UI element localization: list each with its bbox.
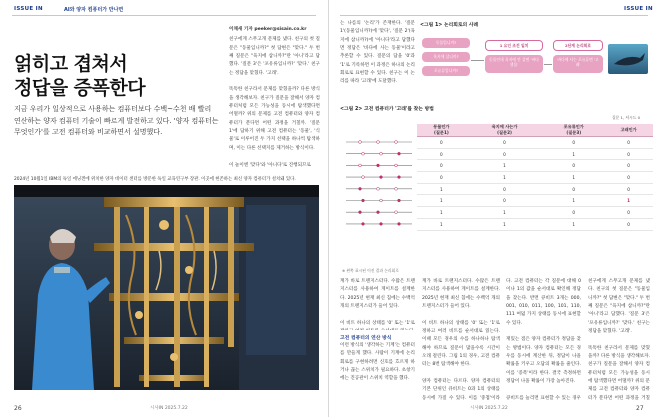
circuit-node: [359, 211, 362, 214]
circuit-node: [359, 187, 362, 190]
quantum-computer-photo: [14, 185, 319, 390]
stage-2-label: 2단계 논리회로: [553, 40, 603, 51]
circuit-node: [398, 176, 401, 179]
table-header: 포유류인가 (질문3): [543, 124, 604, 137]
table-row: [417, 207, 653, 219]
table-cell: 0: [604, 183, 653, 195]
lead-paragraph: 지금 우리가 일상적으로 사용하는 컴퓨터보다 수백~수천 배 빨리 연산하는 양자 컴퓨터 기술이 빠르게 발전하고 있다. '양자 컴퓨터는 무엇인가'를 고전 컴퓨터와 비교하면서 설명했다.: [14, 105, 219, 136]
circuit-node: [395, 141, 398, 144]
circuit-node: [377, 164, 380, 167]
table-cell: 0: [543, 160, 604, 172]
table-cell: 1: [466, 207, 544, 219]
table-cell: 0: [543, 207, 604, 219]
byline: 이채새 기자 peeker@sisain.co.kr: [229, 27, 307, 32]
table-cell: 0: [417, 160, 466, 172]
column-5: [506, 278, 581, 400]
circuit-node: [362, 176, 365, 179]
headline-line-2: 정답을 증폭한다: [14, 77, 146, 99]
circuit-node: [362, 152, 365, 155]
circuit-node: [395, 211, 398, 214]
figure-2-note: ※ 왼쪽 표시된 이진 결과 논리회로: [342, 268, 399, 273]
quantum-chandelier-illustration: [14, 185, 319, 390]
table-cell: 0: [543, 137, 604, 149]
circuit-node: [359, 164, 362, 167]
circuit-node: [377, 187, 380, 190]
whale-image: [608, 44, 648, 74]
table-cell: 1: [543, 218, 604, 230]
circuit-node: [398, 199, 401, 202]
column-6-text: 친구에게 스무고개 문제를 냈다. 친구의 첫 질문은 "동물입니까?" 첫 답변은 "맞다." 두 번째 질문은 "육지에 삽니까?"란 '아니'라고 답했다. '질문 3'은 '포유류입니까?' '맞다.' 친구는 정답을 맞혔다. '고래'. 똑똑한 친구라서 문제를 맞혔을까? 다른 방식을 생각해보자. 친구가 질문을 잘해서 양자 컴퓨터처럼 모든 가능성을 동시에 탐색했다면 어떨까? 위의 문제를 고전 컴퓨터와 양자 컴퓨터가 푼다면 어떤 과정을 거칠: [588, 279, 650, 400]
circuit-node: [398, 223, 401, 226]
circuit-wires: [342, 124, 414, 264]
column-2: [340, 20, 415, 93]
table-cell: 1: [543, 172, 604, 184]
column-4-text: 계가 바로 트랜지스터다. 수많은 트랜지스터를 사용하여 게이트를 설계한다. 2025년 현재 최신 칩에는 수백억 개의 트랜지스터가 들어 있다. 이 비트 하나의 상태를 '0' 또는 '1'로 정하고 여러 비트를 순서대로 읽는다. 이때 모든 경우의 수를 하나하나 탐색해야 하므로 질문이 많을수록 시간이 오래 걸린다. 그림 1의 경우, 고전 컴퓨터는 8번 탐색해야 한다. 양자 컴퓨터는 다르다. 양자 컴퓨터의 기본 단위인 큐비트는 0과 1의 상태를 동시에 가질 수 있다. 이를 '중첩'이라: [422, 279, 500, 400]
table-cell: 0: [417, 137, 466, 149]
question-2-box: 육지에 삽니까?: [422, 52, 470, 62]
stage-1-label: 1 요인 조건 일치: [485, 40, 543, 51]
table-header-row: [417, 124, 653, 137]
circuit-diagram: [342, 124, 414, 264]
stage-2-result: 바다에 사는 포유류면 '고래': [553, 55, 603, 73]
arrow-1: [471, 60, 484, 61]
table-header: 고래인가: [604, 124, 653, 137]
circuit-node: [359, 141, 362, 144]
column-2-text: 는 나름의 '논리'가 존재한다. '질문 1'(동물입니까?)에 '맞다', '질문 2'(육지에 삽니까?)에 '아니다'라고 답했다면 정답은 '바다에 사는 동물'이라고 추론할 수 있다. 질문의 답을 '0'과 '1'로 기록하면 이 과정은 하나의 논리 회로로 표현할 수 있다. 친구는 이 논리를 따라 '고래'에 도달했다.: [340, 21, 415, 85]
table-cell: 1: [466, 218, 544, 230]
table-cell: 0: [466, 137, 544, 149]
table-cell: 0: [604, 207, 653, 219]
question-3-box: 포유류입니까?: [422, 66, 470, 76]
column-5-text: 다. 고전 컴퓨터는 각 질문에 대해 0이나 1의 값을 순서대로 확인해 정답을 찾는다. 반면 큐비트 3개는 000, 001, 010, 011, 100, 101, 110, 111 여덟 가지 상태를 동시에 표현할 수 있다. 재밌는 점은 양자 컴퓨터가 정답을 찾는 방법이다. 양자 컴퓨터는 모든 경우를 동시에 계산한 뒤, 정답이 나올 확률을 키우고 오답의 확률을 줄인다. 이를 '증폭'이라 한다. 결국 측정하면 정답이 나올 확률이 가장 높아진다. 큐비트를 늘리면 표현할 수 있는 경우: [506, 279, 581, 400]
table-cell: 1: [466, 160, 544, 172]
stage-1-result: 동물인데 육지에 안 살면 '바다 생물': [485, 55, 543, 73]
table-header: 동물인가 (질문1): [417, 124, 466, 137]
table-cell: 0: [466, 183, 544, 195]
running-head: AI와 양자 컴퓨터가 만나면: [64, 7, 124, 13]
footer-right: 시사IN 2025.7.22: [470, 406, 508, 411]
headline: [14, 52, 145, 100]
table-header: 육지에 사는가 (질문2): [466, 124, 544, 137]
issue-tag-left: ISSUE IN: [14, 6, 43, 12]
circuit-node: [395, 187, 398, 190]
column-1-text: 친구에게 스무고개 문제를 냈다. 친구의 첫 질문은 "동물입니까?" 첫 답변은 "맞다." 두 번째 질문은 "육지에 삽니까?"란 '아니'라고 답했다. '질문 3'은 '포유류입니까?' '맞다.' 친구는 정답을 맞혔다. '고래'. 똑똑한 친구라서 문제를 맞혔을까? 다른 방식을 생각해보자. 친구가 질문을 잘해서 양자 컴퓨터처럼 모든 가능성을 동시에 탐색했다면 어떨까? 위의 문제를 고전 컴퓨터와 양자 컴퓨터가 푼다면 어떤 과정을 거칠까. '질문 1'에 답하기 위해 고전 컴퓨터는 '동물', '식물'로 이루어진 두 가지 선택을 하나씩 탐색하며, 이는 다른 선택지를 제거하는 방식이다. 이 놀이엔 '맞다'와 '아니다'로 진행되므로: [229, 37, 320, 168]
table-row: [417, 137, 653, 149]
circuit-node: [377, 141, 380, 144]
column-4: [422, 278, 500, 400]
table-cell: 1: [417, 183, 466, 195]
table-cell: 0: [604, 148, 653, 160]
column-3a-text: 계가 바로 트랜지스터다. 수많은 트랜지스터를 사용하여 게이트를 설계한다. 2025년 현재 최신 칩에는 수백억 개의 트랜지스터가 들어 있다. 이 비트 하나의 상태를 '0' 또는 '1'로: [340, 279, 415, 326]
circuit-node: [377, 211, 380, 214]
table-cell: 0: [417, 148, 466, 160]
circuit-node: [362, 199, 365, 202]
gate-truth-table: [417, 124, 653, 231]
table-cell: 0: [604, 172, 653, 184]
footer-left: 시사IN 2025.7.22: [150, 406, 188, 411]
circuit-node: [380, 199, 383, 202]
table-row: [417, 172, 653, 184]
column-3a: [340, 278, 415, 330]
arrow-2: [544, 64, 552, 65]
photo-caption: 2024년 10월1일 IBM의 독일 에닝겐에 위치한 양자 데이터 센터를 방문한 독일 교육연구부 장관. 이곳에 현존하는 최신 양자 컴퓨터가 설치돼 있다.: [14, 177, 296, 182]
header-rule-right: [340, 15, 648, 16]
circuit-node: [395, 164, 398, 167]
headline-line-1: 얽히고 겹쳐서: [14, 53, 128, 75]
circuit-node: [380, 176, 383, 179]
table-cell: 1: [466, 172, 544, 184]
page-number-right: 27: [636, 405, 644, 412]
column-1: [229, 26, 320, 176]
table-row: [417, 195, 653, 207]
circuit-node: [398, 152, 401, 155]
column-3b-text: 이런 방식의 '생각하는 기계'는 컴퓨터를 만들게 했다. 사람이 기계에 논리 회로를 구현하려면 신호를 흐르게 하거나 끊는 스위치가 필요하다. 초창기에는 진공관이 스위치 역할을 했다.: [340, 343, 415, 382]
table-row: [417, 218, 653, 230]
circuit-node: [380, 223, 383, 226]
table-row: [417, 148, 653, 160]
issue-tag-right: ISSUE IN: [624, 6, 653, 12]
table-cell: 0: [604, 218, 653, 230]
question-1-box: 동물입니까?: [422, 38, 470, 48]
table-cell: 1: [417, 195, 466, 207]
table-cell: 1: [543, 148, 604, 160]
table-cell: 0: [417, 172, 466, 184]
whale-icon: [608, 44, 648, 74]
column-3b: [340, 342, 415, 400]
figure-2-unit: 질문 1, 셔시드 0: [612, 115, 640, 120]
table-cell: 0: [466, 195, 544, 207]
table-cell: 0: [604, 137, 653, 149]
figure-2-title: <그림 2> 고전 컴퓨터가 '고래'를 찾는 방법: [340, 107, 434, 112]
table-row: [417, 183, 653, 195]
table-row: [417, 160, 653, 172]
table-cell: 0: [466, 148, 544, 160]
circuit-node: [362, 223, 365, 226]
column-6: [588, 278, 650, 400]
table-cell: 0: [604, 160, 653, 172]
subhead-classical: 고전 컴퓨터의 연산 방식: [340, 336, 392, 341]
table-cell: 0: [543, 183, 604, 195]
table-cell: 1: [417, 218, 466, 230]
table-cell: 1: [543, 195, 604, 207]
header-rule: [12, 15, 316, 16]
circuit-node: [380, 152, 383, 155]
table-cell: 1: [417, 207, 466, 219]
page-number-left: 26: [14, 405, 22, 412]
table-cell: 1: [604, 195, 653, 207]
figure-1-title: <그림 1> 논리회로의 사례: [420, 23, 479, 28]
